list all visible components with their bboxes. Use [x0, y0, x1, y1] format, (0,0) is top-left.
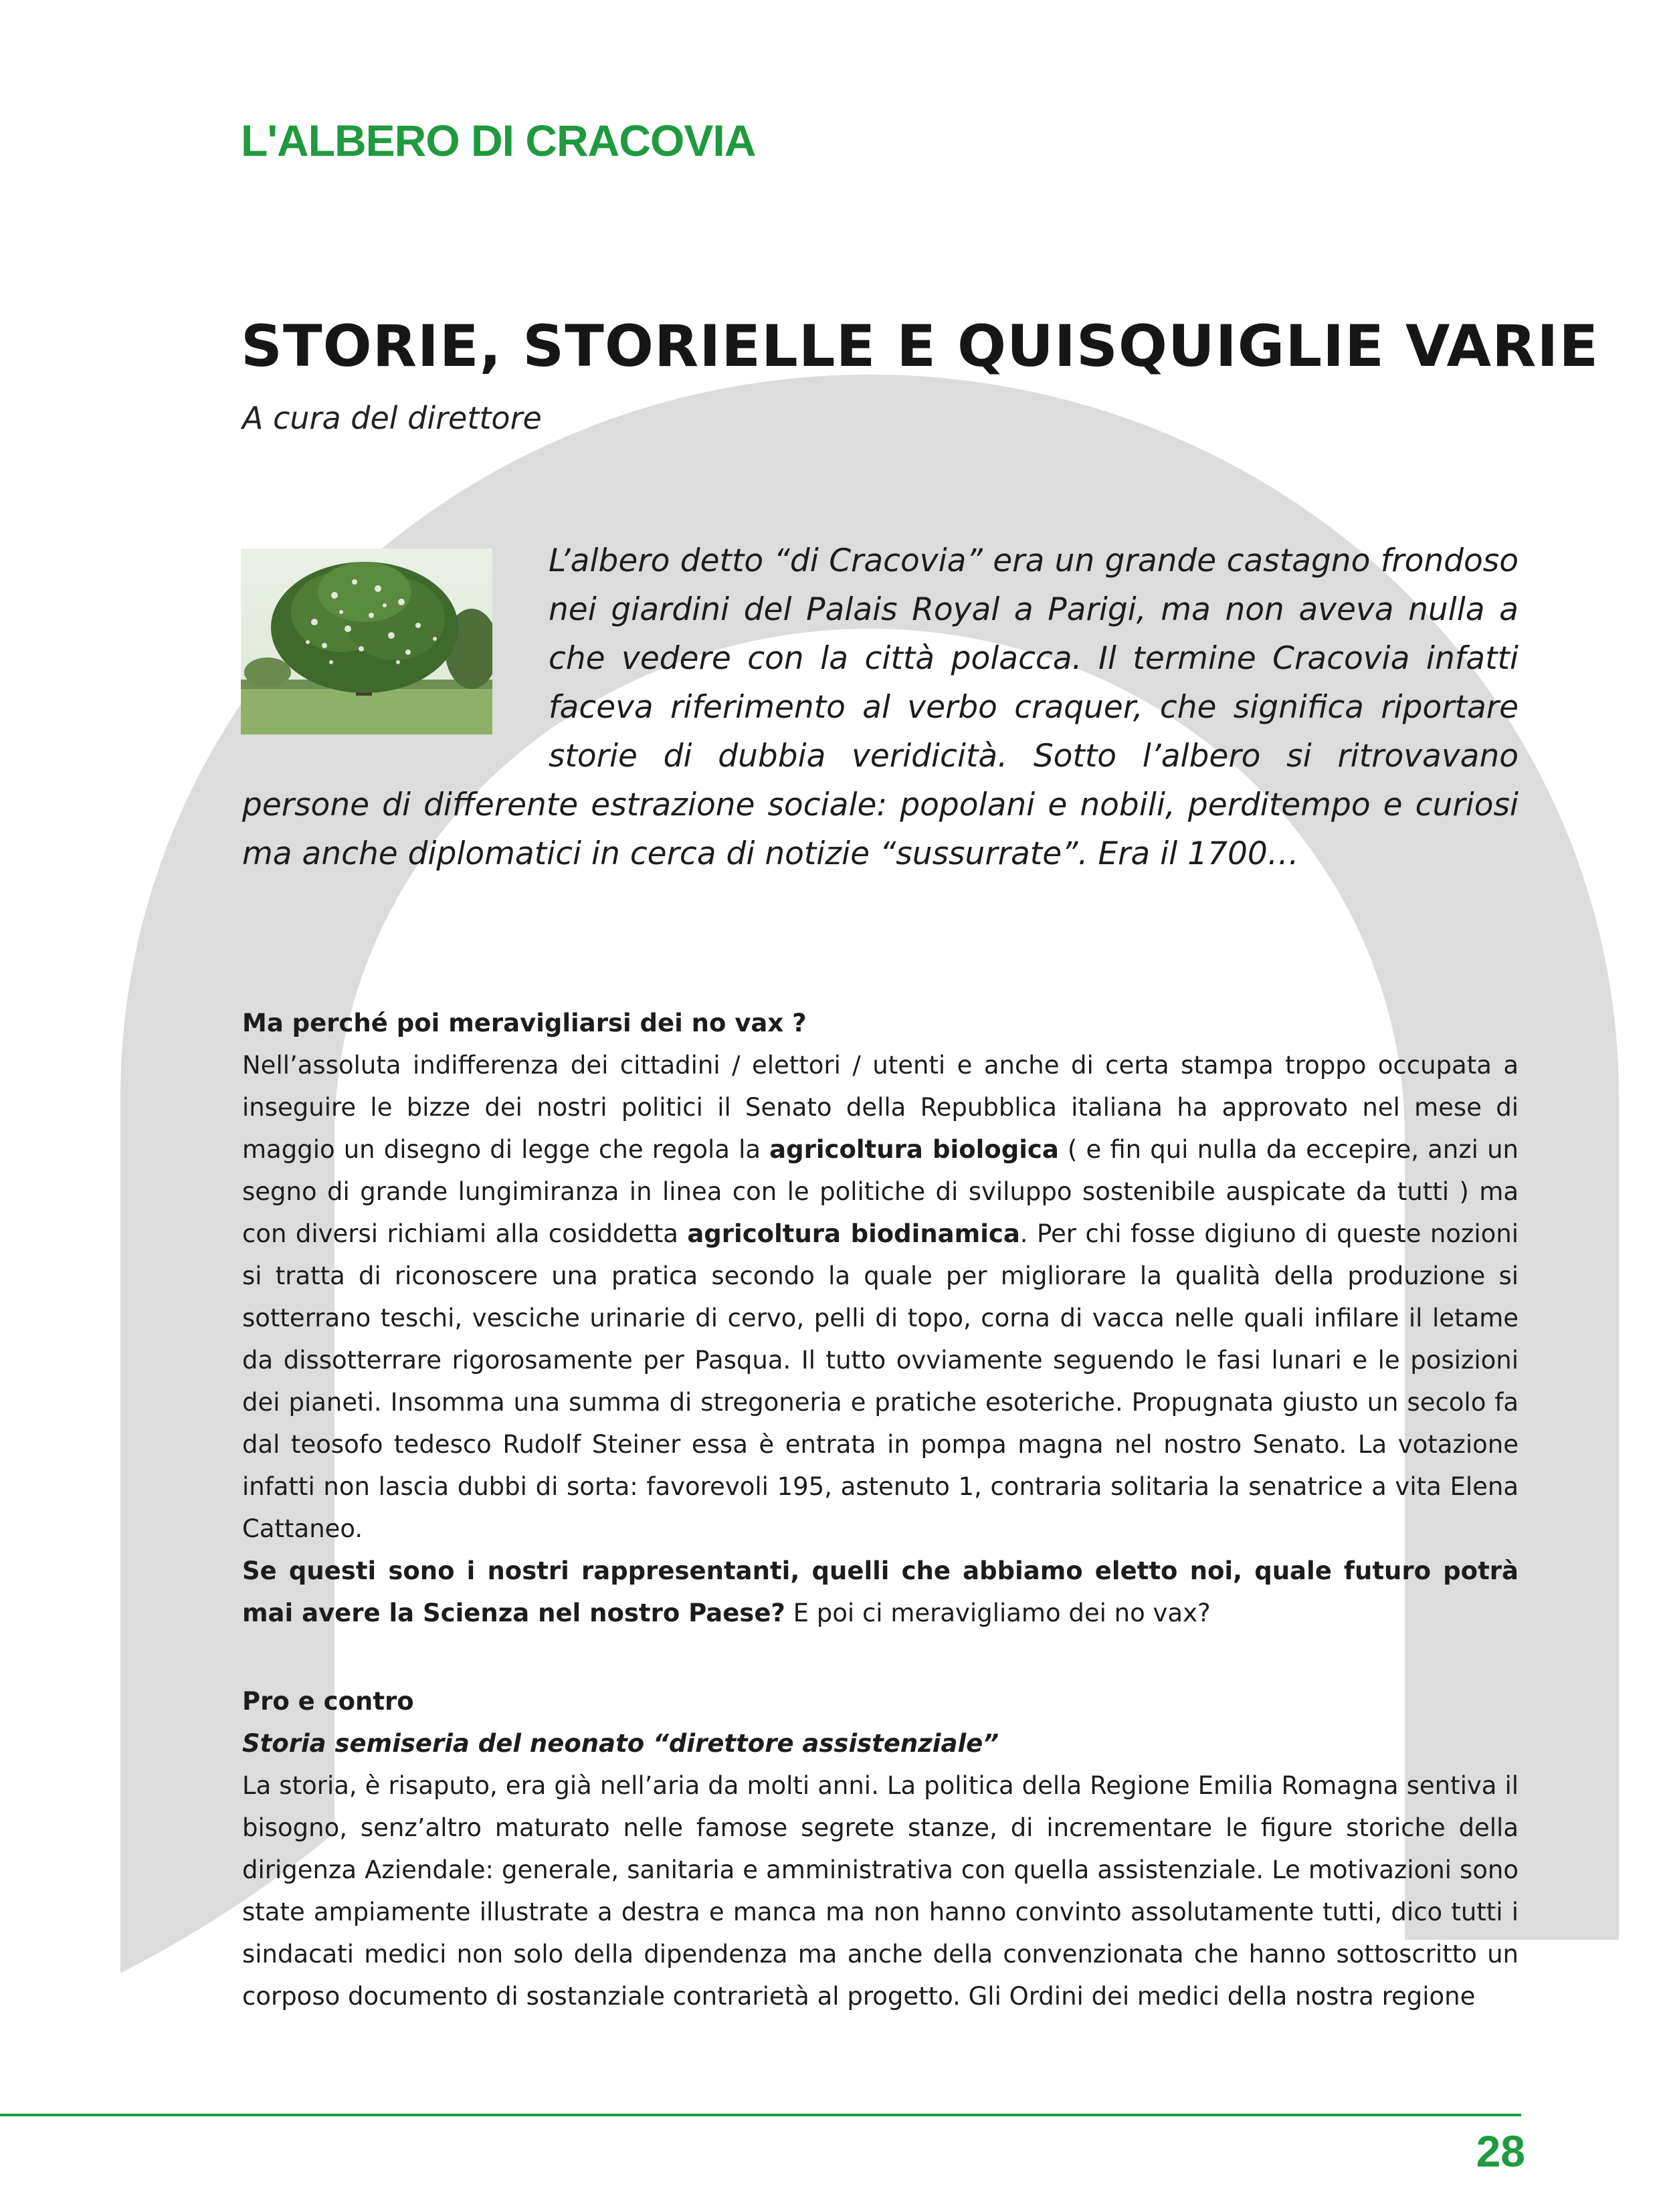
byline: A cura del direttore [242, 400, 542, 436]
article-heading: Pro e contro [242, 1687, 414, 1716]
footer-rule [0, 2114, 1521, 2116]
article-paragraph: La storia, è risaputo, era già nell’aria da molti anni. La politica della Regione Emilia Romagna sentiva il bisogno, senz’altro maturato nelle famose segrete stanze, di incrementare le figure storiche della dirigenza Aziendale: generale, sanitaria e amministrativa con quella assistenziale. Le motivazioni sono state ampiamente illustrate a destra e manca ma non hanno convinto assolutamente tutti, dico tutti i sindacati medici non solo della dipendenza ma anche della convenzionata che hanno sottoscritto un corposo documento di sostanziale contrarietà al progetto. Gli Ordini dei medici della nostra regione [242, 1771, 1519, 2011]
section-header: L'ALBERO DI CRACOVIA [241, 116, 756, 165]
text-run: Nell’assoluta indifferenza dei cittadini / elettori / utenti e anche di certa stampa troppo occupata a inseguire le bizze dei nostri politici il Senato della Repubblica italiana ha approvato nel mese di maggio un disegno di legge che regola la [242, 1051, 1519, 1164]
page-title: STORIE, STORIELLE E QUISQUIGLIE VARIE [241, 313, 1599, 380]
text-run: E poi ci meravigliamo dei no vax? [785, 1599, 1211, 1627]
page-number: 28 [1476, 2126, 1525, 2176]
article-conclusion [242, 1550, 1519, 1634]
chestnut-tree-image [241, 548, 492, 734]
text-run: . Per chi fosse digiuno di queste nozioni si tratta di riconoscere una pratica secondo la quale per migliorare la qualità della produzione si sotterrano teschi, vesciche urinarie di cervo, pelli di topo, corna di vacca nelle quali infilare il letame da dissotterrare rigorosamente per Pasqua. Il tutto ovviamente seguendo le fasi lunari e le posizioni dei pianeti. Insomma una summa di stregoneria e pratiche esoteriche. Propugnata giusto un secolo fa dal teosofo tedesco Rudolf Steiner essa è entrata in pompa magna nel nostro Senato. La votazione infatti non lascia dubbi di sorta: favorevoli 195, astenuto 1, contraria solitaria la senatrice a vita Elena Cattaneo. [242, 1219, 1519, 1543]
article-subheading: Storia semiseria del neonato “direttore assistenziale” [242, 1729, 999, 1758]
article-no-vax [242, 1002, 1519, 1634]
bold-term: agricoltura biologica [769, 1135, 1059, 1164]
article-heading: Ma perché poi meravigliarsi dei no vax ? [242, 1009, 807, 1037]
bold-question: Se questi sono i nostri rappresentanti, quelli che abbiamo eletto noi, quale futuro potrà mai avere la Scienza nel nostro Paese? [242, 1556, 1519, 1627]
intro-text: L’albero detto “di Cracovia” era un grande castagno frondoso nei giardini del Palais Royal a Parigi, ma non aveva nulla a che vedere con la città polacca. Il termine Cracovia infatti faceva riferimento al verbo craquer, che significa riportare storie di dubbia veridicità. Sotto l’albero si ritrovavano persone di differente estrazione sociale: popolani e nobili, perditempo e curiosi ma anche diplomatici in cerca di notizie “sussurrate”. Era il 1700… [242, 542, 1519, 872]
article-pro-e-contro [242, 1680, 1519, 2017]
article-paragraph [242, 1044, 1519, 1550]
text-run: ( e fin qui nulla da eccepire, anzi un segno di grande lungimiranza in linea con le politiche di sviluppo sostenibile auspicate da tutti ) ma con diversi richiami alla cosiddetta [242, 1135, 1519, 1248]
bold-term: agricoltura biodinamica [687, 1219, 1020, 1248]
